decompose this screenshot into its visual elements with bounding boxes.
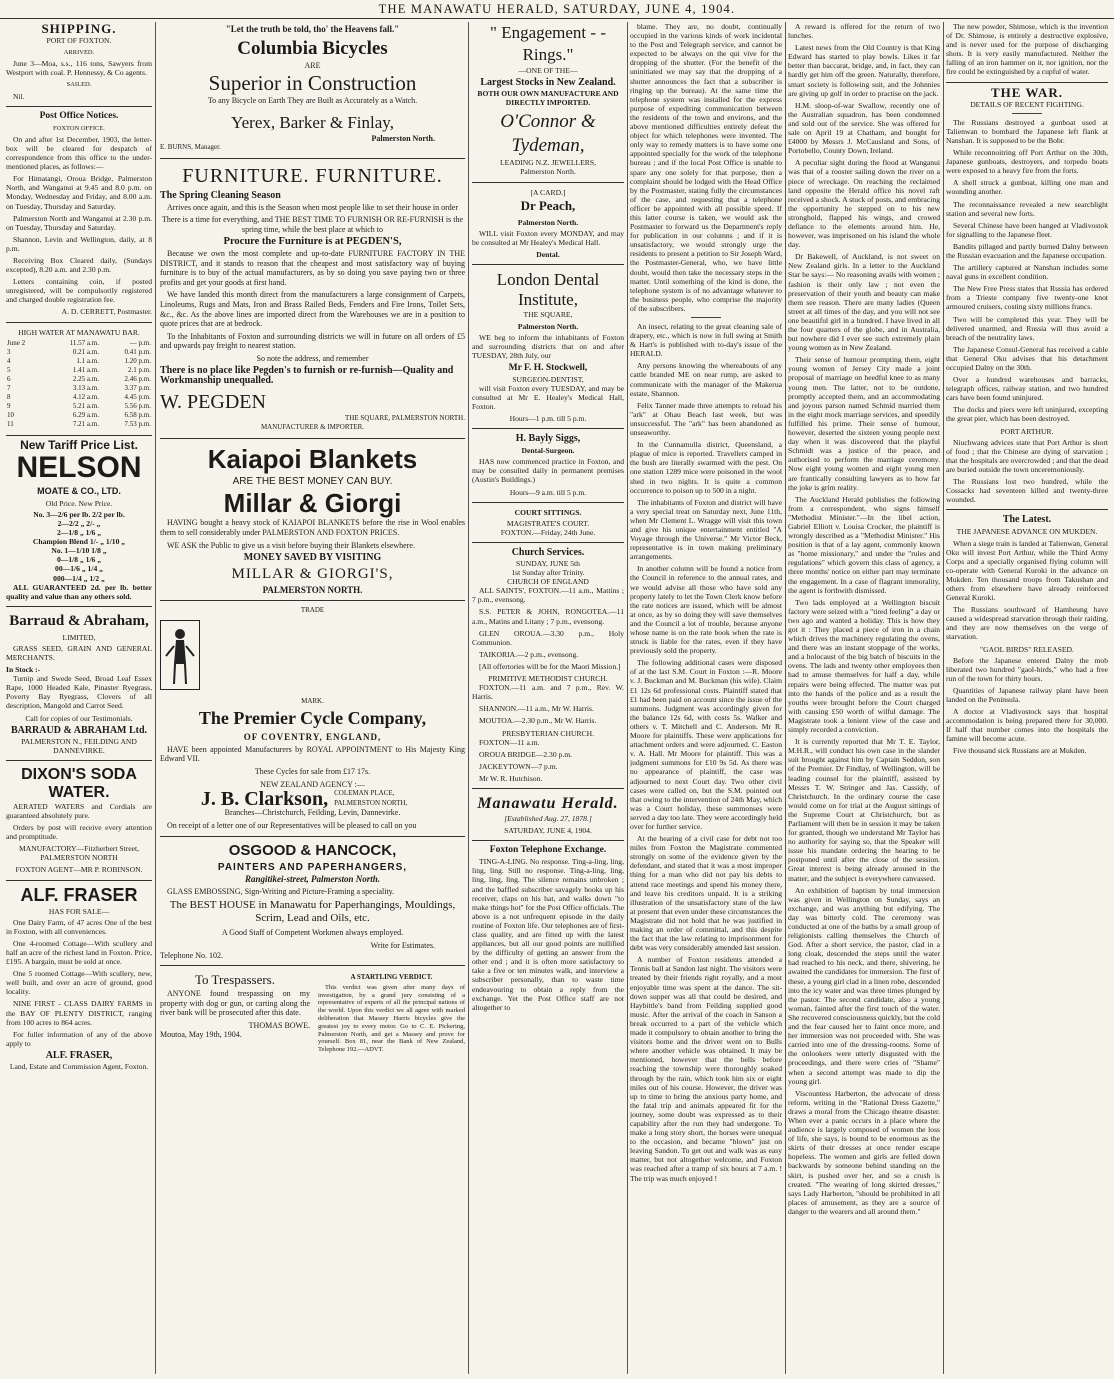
stockwell-title: Mr F. H. Stockwell, (508, 362, 588, 373)
palmerston-north: PALMERSTON NORTH. (262, 584, 363, 595)
column-rule (943, 22, 944, 1374)
spring-text: There is a time for everything, and THE BEST TIME TO FURNISH OR RE-FURNISH is the spring time, while the best place at which to (161, 215, 464, 234)
trespass-ad (160, 971, 310, 1057)
magistrate: MAGISTRATE'S COURT. (506, 518, 590, 528)
london-square: THE SQUARE, (523, 310, 573, 320)
premier-title: The Premier Cycle Company, (198, 708, 427, 729)
war-paragraph: The docks and piers were left uninjured, excepting the great pier, which has been destroyed. (946, 405, 1108, 424)
nelson-logo: NELSON (16, 450, 142, 484)
one-of: —ONE OF THE— (518, 66, 578, 75)
fraser-item: NINE FIRST - CLASS DAIRY FARMS in the BAY OF PLENTY DISTRICT, ranging from 100 acres to 864 acres. (6, 999, 152, 1027)
nelson-sub: MOATE & CO., LTD. (37, 485, 121, 496)
london-text: WE beg to inform the inhabitants of Foxton and surrounding districts that on and after TUESDAY, 28th July, our (472, 333, 624, 361)
tide-row (6, 366, 152, 375)
war-paragraph: The Russians destroyed a gunboat used at Talienwan to bombard the Japanese left flank at Nanshan. It is supposed to be the Bobr. (946, 117, 1108, 145)
divider (6, 880, 152, 881)
mark-label: MARK. (301, 696, 324, 705)
tide-row (6, 339, 152, 348)
stock-items: Turnip and Swede Seed, Broad Leaf Essex Rape, 1000 Headed Kale, Pinaster Ryegrass, Poverty Bay Ryegrass, Clovers of all description, Mangold and Carrot Seed. (6, 674, 152, 711)
tide-cell: 6.29 a.m. (72, 411, 99, 420)
fraser-item: One 4-roomed Cottage—With scullery and half an acre of the richest land in Foxton. Price, £195. A bargain, must be sold at once. (6, 938, 152, 967)
war-paragraph: The Russians southward of Hamheung have caused a widespread starvation through their raiding, and they are now themselves on the verge of starvation. (946, 605, 1108, 642)
oconnor-location: Palmerston North. (520, 167, 576, 177)
tide-cell: — p.m. (129, 338, 151, 347)
columbia-title: Columbia Bicycles (237, 37, 388, 59)
church-service: [All offertories will be for the Maori Mission.] (479, 661, 621, 671)
premier-text: These Cycles for sale from £17 17s. (254, 766, 371, 776)
clarkson-row (160, 789, 465, 808)
article-paragraph: In the Cunnamulla district, Queensland, a plague of mice is reported. Travellers camped in the bush are literally swarmed with the pest. On one station 1289 mice were poisoned in the wool shed in two nights. It is quite a common occurrence to poison up to 500 in a night. (630, 440, 782, 495)
tide-cell: 6 (7, 375, 11, 383)
premier-sub: OF COVENTRY, ENGLAND, (243, 732, 382, 743)
exchange-title: Foxton Telephone Exchange. (489, 845, 607, 856)
fraser-title: ALF. FRASER (20, 884, 138, 905)
war-paragraph: Quantities of Japanese railway plant have been landed on the Peninsula. (946, 685, 1108, 704)
shipping-title: SHIPPING. (41, 22, 117, 36)
procure-text: We have landed this month direct from the manufacturers a large consignment of Carpets, Linoleums, Rugs and Mats, Iron and Brass Railed Beds, Fenders and Fire Irons, Toilet Sets, &c., &c. As the above lines are imported direct from the Warehouses we are in a position to quote prices that are at bedrock. (160, 290, 465, 329)
tide-row (6, 411, 152, 420)
divider (472, 182, 624, 183)
column-6 (946, 22, 1108, 1374)
price-row: Champion Blend 1/- „ 1/10 „ (32, 537, 126, 547)
post-paragraph: On and after 1st December, 1903, the letter-box will be cleared for despatch of correspondence from this office to the under-mentioned places, as follows:— (6, 134, 152, 172)
gaol-birds-heading: "GAOL BIRDS" RELEASED. (980, 644, 1074, 654)
price-row: No. 3—2/6 per lb. 2/2 per lb. (33, 509, 125, 519)
barraud-grass: GRASS SEED, GRAIN AND GENERAL MERCHANTS. (6, 643, 152, 662)
established: [Established Aug. 27, 1878.] (504, 813, 592, 823)
peach-title: Dr Peach, (520, 197, 576, 213)
spring-title: The Spring Cleaning Season (160, 189, 281, 201)
hours-stockwell: Hours—1 p.m. till 5 p.m. (509, 413, 587, 423)
siggs-title: H. Bayly Siggs, (515, 433, 581, 445)
barraud-ltd: BARRAUD & ABRAHAM Ltd. (10, 724, 148, 736)
arrived-label: ARRIVED. (63, 49, 95, 57)
article-paragraph: An exhibition of baptism by total immersion was given in Wellington on Sunday, says an exchange, and was anything but edifying. The day was bitterly cold. The ceremony was conducted at one of the baths by a small group of religionists calling themselves the Church of God. After a short service, the pastor, clad in a long cloak, descended the steps until the water had reached to his neck, and there, shivering, he awaited the candidates for immersion. The first of these, a young girl clad in a linen robe, descended into the icy water and was three times plunged by the pastor. The second candidate, also a young woman, fainted after the first touch of the water. She recovered consciousness quickly, but the cold and the fear caused her to faint once more, and her immersion was not proceeded with. She was carried into one of the dressing-rooms. Some of the onlookers were utterly disgusted with the proceedings, and there were cries of "Shame" when a second attempt was made to dip the young girl. (788, 885, 940, 1086)
any-bicycle: To any Bicycle on Earth They are Built as Accurately as a Watch. (207, 96, 418, 106)
church-service: S.S. PETER & JOHN, RONGOTEA.—11 a.m., Matins and Litany ; 7 p.m., evensong. (472, 607, 624, 626)
fraser-signature: ALF. FRASER, (45, 1049, 113, 1061)
church-service: OROUA BRIDGE—2.30 p.m. (479, 749, 573, 759)
court-title: COURT SITTINGS. (514, 507, 582, 517)
tide-cell: 2.46 p.m. (124, 375, 151, 383)
tide-cell: 3 (7, 347, 11, 356)
war-paragraph: Several Chinese have been hanged at Vladivostok for signalling to the Japanese fleet. (946, 220, 1108, 239)
war-paragraph: When a siege train is landed at Talienwan, General Oku will invest Port Arthur, while the Third Army Corps and a specially organised flying column will co-operate with General Kuroki in the advance on Mukden. Ten thousand troops from Takushan and others from elsewhere have already reinforced General Kuroki. (946, 538, 1108, 603)
latest-heading: The Latest. (1002, 514, 1052, 526)
advance-heading: THE JAPANESE ADVANCE ON MUKDEN. (956, 527, 1098, 537)
war-title: THE WAR. (990, 84, 1064, 100)
trespass-text: ANYONE found trespassing on my property with dog or gun, or carting along the river bank will be prosecuted after this date. (160, 989, 310, 1018)
premier-text: HAVE been appointed Manufacturers by ROYAL APPOINTMENT to His Majesty King Edward VII. (160, 744, 465, 764)
fraser-land: Land, Estate and Commission Agent, Foxton. (9, 1061, 149, 1071)
millar-giorgi: MILLAR & GIORGI'S, (231, 565, 394, 582)
kaiapoi-sub: ARE THE BEST MONEY CAN BUY. (232, 475, 393, 487)
divider (472, 542, 624, 543)
divider (6, 435, 152, 436)
tide-cell: 1.20 p.m. (124, 356, 151, 365)
verdict-title: A STARTLING VERDICT. (350, 973, 433, 982)
port-heading: PORT OF FOXTON. (46, 36, 112, 46)
tide-row (6, 375, 152, 384)
branches: Branches—Christchurch, Feilding, Levin, Dannevirke. (224, 808, 401, 818)
no-place-title: There is no place like Pegden's to furnish or re-furnish—Quality and Workmanship unequalled. (160, 365, 454, 387)
tide-cell: 11.57 a.m. (69, 338, 99, 347)
jewellers: LEADING N.Z. JEWELLERS, (500, 158, 596, 168)
church-title: Church Services. (511, 546, 585, 558)
article-paragraph: Latest news from the Old Country is that King Edward has started to play bowls. Likes it far better than baccarat, bridge, and, in fact, they can hardly get him off the green. Naturally, therefore, smart society is following suit, and the Johnnies are giving up golf in order to practise on the jack. (788, 43, 940, 98)
war-paragraph: While reconnoitring off Port Arthur on the 30th, Japanese gunboats, destroyers, and torpedo boats were exposed to a heavy fire from the forts. (946, 148, 1108, 176)
church-service: GLEN OROUA.—3.30 p.m., Holy Communion. (472, 628, 624, 647)
dixon-title: DIXON'S SODA WATER. (21, 765, 137, 801)
divider (160, 836, 465, 837)
war-paragraph: The Russians lost two hundred, while the Cossacks had seventeen killed and twenty-three wounded. (946, 477, 1108, 505)
church-sunday: SUNDAY, JUNE 5th (516, 559, 580, 568)
exchange-text: TING-A-LING. No response. Ting-a-ling, ling, ling, ling. Still no response. Ting-a-ling, ling, ling, ling, ling. The silence remains unbroken ; and the baffled subscriber savagely hooks up his receiver, claps on his hat, and walks down "to make things hot" for the Post Office officials. The above is a not unfrequent episode in the daily routine of Foxton life. Our telephones are of first-class quality, and are fitted up with the latest appliances, but all our good points are nullified by the difficulty of getting an answer from the other end ; and it is often more satisfactory to take a five or ten minutes walk, and interview a subscriber personally, than to waste time endeavouring to obtain a reply from the exchange. Yet the Post Office staff are not altogether to (472, 857, 624, 1012)
tide-title: HIGH WATER AT MANAWATU BAR. (18, 327, 140, 337)
fraser-item: One Dairy Farm, of 47 acres One of the best in Foxton, with all conveniences. (6, 917, 152, 936)
article-paragraph: Felix Tanner made three attempts to reload his "ark" at Ohau Beach last week, but was unsuccessful. The "ark" has been abandoned as unseaworthy. (630, 400, 782, 438)
fraser-item: For fuller information of any of the above apply to (6, 1029, 152, 1048)
tide-row (6, 420, 152, 429)
peach-location: Palmerston North. (517, 217, 579, 227)
london-dental-title: London Dental Institute, (496, 270, 600, 310)
money-saved: MONEY SAVED BY VISITING (243, 552, 382, 564)
tide-cell: 5 (7, 365, 11, 374)
column-rule (155, 22, 156, 1374)
burns-manager: E. BURNS, Manager. (160, 143, 221, 152)
tide-cell: 1.41 a.m. (72, 365, 99, 374)
barraud-limited: LIMITED, (62, 632, 96, 642)
verdict-text: This verdict was given after many days of investigation, by a grand jury consisting of a representative of experts of all the principal nations of the world. Upon this verdict we all agree with marked deliberation that Massey Harris bicycles give the greatest joy to every motor. Go to C. E. Pickering, Palmerston North, and get a Massey and prove for yourself. Box 81, near the Bank of New Zealand, Telephone 192.—ADVT. (318, 983, 465, 1054)
sailed-text: Nil. (13, 91, 25, 101)
article-paragraph: An insect, relating to the great cleaning sale of drapery, etc., which is now in full swing at Smith & Hart's is published with to-day's issue of the HERALD. (630, 322, 782, 359)
millar-text: WE ASK the Public to give us a visit before buying their Blankets elsewhere. (167, 540, 415, 550)
osgood-title: OSGOOD & HANCOCK, (228, 841, 397, 859)
tide-cell: 0.21 a.m. (72, 347, 99, 356)
price-header: Old Price. New Price. (45, 498, 113, 508)
price-row: No. 1—1/10 1/8 „ (51, 546, 107, 556)
masthead: THE MANAWATU HERALD, SATURDAY, JUNE 4, 1904. (0, 0, 1114, 19)
war-paragraph: Before the Japanese entered Dalny the mob liberated two hundred "gaol-birds," who had a free run of the town for thirty hours. (946, 655, 1108, 683)
pegden-address: THE SQUARE, PALMERSTON NORTH. (345, 413, 465, 422)
telephone: Telephone No. 102. (160, 950, 223, 960)
post-paragraph: For Himatangi, Oroua Bridge, Palmerston North, and Wanganui at 9.45 and 8.0 p.m. on Monday, Wednesday and Friday, and 8.00 a.m. on Tuesday, Thursday and Saturday. (6, 174, 152, 211)
tide-row (6, 393, 152, 402)
oconnor-title: O'Connor & Tydeman, (500, 111, 596, 157)
tide-cell: 7.21 a.m. (72, 420, 99, 429)
pegden-title: W. PEGDEN (160, 390, 266, 413)
surgeon-dentist: SURGEON-DENTIST, (512, 374, 584, 384)
article-paragraph: A number of Foxton residents attended a Tennis ball at Sandon last night. The visitors were treated by their friends right royally, and a most enjoyable time was spent at the dance. The sit-down supper was all that could be desired, and Haybittle's band from Feilding supplied good music. After the arrival of the coach in Sanson a break occurred to a part of the vehicle which made it compulsory to obtain another to bring the visitors home and the driver went on to Bulls where another vehicle was obtained. It may be mentioned, however that the bells before reaching the township were thoroughly soaked through by the rain, which took him six or eight miles out of his course. However, the driver was up to time to bring the anxious party home, and the fatal trip and animals appeared fit for the journey, some doubt was expressed as to their capability after the run they had undergone. To make a long story short, the horses were unequal to the occasion, and became "blown" just on leaving Sandon. To get out and walk was as easy matter, but not altogether welcome, and Foxton was reached after a tramp of six hours at 7 a.m. ! The trip was much enjoyed ! (630, 955, 782, 1183)
post-office-sub: FOXTON OFFICE. (53, 124, 105, 132)
war-paragraph: The artillery captured at Nanshan includes some naval guns in excellent condition. (946, 263, 1108, 282)
church-service: FOXTON.—11 a.m. and 7 p.m., Rev. W. Harris. (472, 683, 624, 702)
tide-cell: 4.12 a.m. (72, 393, 99, 402)
article-paragraph: blame. They are, no doubt, continually occupied in the various kinds of work incidental to the Post and Telegraph service, and cannot be expected to be always on the qui vive for the dropping of the shutter. (For the benefit of the uninitiated we may say that the dropping of a shutter announces the fact that a subscriber is ringing up the bureau). At the same time the telephone system was installed for the express purpose of expediting communication between the residents of the town and environs, and the above mentioned difficulties entirely defeat the object for which telephones were invented. The only way to remedy matters is to have some one appointed specially for the work of the telephone bureau ; and if the local Post Office is unable to spare any one solely for that purpose, then a complaint should be lodged with the Head Office by the Postmaster, stating fully the circumstances of the case, and requesting that a telephone officer be appointed with all possible speed. If this latter course is taken, we would ask the Postmaster to forward us the Department's reply for publication in our columns ; and if it is unsatisfactory, we would strongly urge the residents to present a petition to Sir Joseph Ward, the Postmaster-General, who, we have little doubt, would then take the necessary steps in the matter. Until something of the kind is done, the telephone system is of no advantage whatever to the business people, who comprise the majority of the subscribers. (630, 22, 782, 313)
trademark-icon (160, 620, 200, 690)
article-paragraph: At the hearing of a civil case for debt not too miles from Foxton the Magistrate commented strongly on some of the evidence given by the defendant, and stated that it was a most improper thing for a man who did not pay his debts to attend race meetings and spend his money there, and leave his creditors unpaid. It is a striking illustration of the unsatisfactory state of the law at present that even under these circumstances the Magistrate did not hold that he was justified in making an order of committal, and this despite the fact that the law relating to imprisonment for debt was very considerably amended last session. (630, 834, 782, 953)
engagement-title: " Engagement - - Rings." (490, 23, 606, 64)
article-paragraph: Viscountess Harberton, the advocate of dress reform, writing in the "Rational Dress Gazette," draws a moral from the Chicago theatre disaster. When ever a panic occurs in a place where the audience is largely composed of women the loss of life, she says, is bound to be enormous as the skirts of their dresses at once render escape hopeless. The women and girls are felled down backwards by someone behind standing on the skirt, is pushed over her, and so a crush is created. "The wearing of long skirted dresses," says Lady Harberton, "should be prohibited in all places of amusement, as they are a source of danger to the wearers and all around them." (788, 1088, 940, 1216)
war-paragraph: The reconnaissance revealed a new searchlight station and several new forts. (946, 199, 1108, 218)
article-paragraph: The new powder, Shimose, which is the invention of Dr. Shimose, is entirely a destructive explosive, and is never used for the purpose of discharging shots. It is very easily manufactured. Neither the falling of an iron hammer on it, nor ignition, nor the fire could be extinguished by a cupful of water. (946, 22, 1108, 77)
price-row: 00—1/6 „ 1/4 „ (55, 564, 103, 574)
hours-siggs: Hours—9 a.m. till 5 p.m. (509, 487, 587, 497)
church-service: FOXTON—11 a.m. (479, 737, 540, 747)
church-of-england: CHURCH OF ENGLAND (507, 577, 589, 587)
dixon-agent: FOXTON AGENT—MR P. ROBINSON. (15, 865, 143, 875)
note-address: So note the address, and remember (256, 353, 369, 363)
war-paragraph: Five thousand sick Russians are at Mukden. (953, 746, 1087, 756)
church-service: Mr W. R. Hutchison. (479, 773, 543, 783)
tide-cell: 2.25 a.m. (72, 375, 99, 383)
testimonials: Call for copies of our Testimonials. (25, 713, 133, 723)
war-subtitle: DETAILS OF RECENT FIGHTING. (970, 99, 1084, 109)
columbia-are: ARE (304, 60, 321, 70)
peach-text: WILL visit Foxton every MONDAY, and may be consulted at Mr Healey's Medical Hall. (472, 228, 624, 247)
divider (6, 106, 152, 107)
rangitikei: Rangitikei-street, Palmerston North. (244, 874, 380, 885)
good-staff: A Good Staff of Competent Workmen always employed. (221, 928, 404, 938)
tide-row (6, 384, 152, 393)
column-5 (788, 22, 940, 1374)
siggs-sub: Dental-Surgeon. (521, 446, 575, 456)
dixon-text: Orders by post will receive every attention and promptitude. (6, 823, 152, 842)
nz-agency: NEW ZEALAND AGENCY :— (260, 779, 365, 789)
tide-row (6, 348, 152, 357)
motto: "Let the truth be told, tho' the Heavens fall." (225, 24, 400, 34)
divider (472, 788, 624, 789)
port-arthur-heading: PORT ARTHUR. (1000, 426, 1054, 436)
tide-cell: 3.13 a.m. (72, 384, 99, 393)
war-paragraph: Bandits pillaged and partly burned Dalny between the Russian evacuation and the Japanese occupation. (946, 241, 1108, 260)
article-paragraph: A reward is offered for the return of two lunches. (788, 22, 940, 41)
tide-cell: 7 (7, 384, 11, 393)
column-rule (627, 22, 628, 1374)
tide-row (6, 402, 152, 411)
tide-cell: 4 (7, 356, 11, 365)
divider (1012, 113, 1042, 114)
bowe-date: Moutoa, May 19th, 1904. (160, 1030, 242, 1040)
divider (6, 606, 152, 607)
article-paragraph: It is currently reported that Mr T. E. Taylor, M.H.R., will conduct his own case in the slander suit brought against him by Captain Seddon, son of the Premier. Dr Findlay, of Wellington, will be leading counsel for the plaintiff, assisted by Messrs T. W. Stringer and Jas. Cassidy, of Christchurch. In the ordinary course the case would come on for trial at the August sittings of the Supreme Court at Christchurch, but as Parliament will then be in session it may be taken for granted, though we understand Mr Taylor has no authority for saying so, that the Speaker will issue his mandate ordering the hearing to be postponed until after the close of the session. Great interest is being already aroused in the matter, and the subject is everywhere canvassed. (788, 737, 940, 883)
verdict-ad (318, 971, 465, 1057)
furniture-title: FURNITURE. FURNITURE. (182, 164, 443, 187)
best-house: The BEST HOUSE in Manawatu for Paperhangings, Mouldings, Scrim, Lead and Oils, etc. (169, 899, 456, 925)
column-rule (468, 22, 469, 1374)
divider (6, 760, 152, 761)
millar-title: Millar & Giorgi (223, 488, 402, 519)
tide-cell: 7.53 p.m. (124, 420, 151, 429)
war-paragraph: The New Free Press states that Russia has ordered from a Trieste company five twenty-one knot armoured cruisers, costing sixty millions francs. (946, 284, 1108, 312)
post-paragraph: Letters containing coin, if posted unregistered, will be compulsorily registered and charged double registration fee. (6, 277, 152, 305)
article-paragraph: Dr Bakewell, of Auckland, is not sweet on New Zealand girls. In a letter to the Auckland Star he says:— No reasoning avails with women ; fashion is their only law ; not even the preservation of their youth and beauty can make them see reason. There are many ladies (Queen street at all times of the day, and you will not see one beautiful girl in a hundred. I have lived in all the four quarters of the globe, and in Australia, but nowhere did I ever see such extremely plain young women as in New Zealand. (788, 252, 940, 353)
bottom-ads-row (160, 971, 465, 1057)
article-paragraph: The Auckland Herald publishes the following from a correspondent, who signs himself "Methodist Minister."—In the libel action, Gabriel Elliott v. Louisa Crocker, the plaintiff is wrongly described as a "Methodist Minister." His position is that of a lay agent, commonly known as "home missionary," and under the "rules and regulations" which govern this class of agency, a three months' notice on either part may terminate the engagement. In a case of flagrant immorality, the agent is forthwith dismissed. (788, 494, 940, 595)
article-paragraph: The following additional cases were disposed of at the last S.M. Court in Foxton :—R. Moore v. J. Buckman and M. Buckman (his wife). Claim £1 12s 6d professional costs. Plaintiff stated that £1 had been paid on account since the issue of the summons. Judgment was accordingly given for the balance 12s 6d, with costs 5s. Walker and others v. T. Mitchell and C. Anderson. Mr R. Moore for plaintiffs. These were applications for attachment orders and were adjourned. C. Easton v. A. Hall. Mr Moore for plaintiff. This was a judgment summons for £10 9s 5d. As there was no appearance of plaintiff, the case was adjourned to next Court day. Two other civil cases were called on, but the S.M. pointed out that owing to the intervention of 24th May, which was a Court holiday, these summonses were served a day too late. They were accordingly held over for further service. (630, 658, 782, 831)
divider (6, 322, 152, 323)
tide-row (6, 357, 152, 366)
post-paragraph: Shannon, Levin and Wellington, daily, at 8 p.m. (6, 234, 152, 253)
tide-cell: 9 (7, 402, 11, 411)
article-paragraph: Their sense of humour prompting them, eight young women of Jersey City made a joint proposal of marriage on heedful knee to as many young men. The latter, not to be outdone, promptly accepted them, and an accommodating and joyous parson named Schmid married them in the eight mock marriage services, and speedily fulfilled his prime. Their sense of humour, however, deserted the sixteen young people next day when it was discovered that the playful Schmidt was a justice of the peace, and authorised to perform the marriage ceremony. Now eight young women and eight young men are frantically consulting lawyers as to how far the joke is grim reality. (788, 355, 940, 492)
herald-title: Manawatu Herald. (477, 794, 619, 812)
war-paragraph: A doctor at Vladivostock says that hospital accommodation is being prepared there for 30,000. If half that number comes into the hospitals the famine will become acute. (946, 707, 1108, 744)
presbyterian-title: PRESBYTERIAN CHURCH. (502, 728, 594, 738)
guarantee: ALL GUARANTEED 2d. per lb. better quality and value than any others sold. (6, 582, 152, 601)
barraud-locations: PALMERSTON N., FEILDING AND DANNEVIRKE. (21, 736, 137, 755)
trade-label: TRADE (300, 606, 325, 615)
millar-text: HAVING bought a heavy stock of KAIAPOI BLANKETS before the rise in Wool enables them to sell considerably under PALMERSTON AND FOXTON PRICES. (160, 518, 465, 538)
church-service: MOUTOA.—2.30 p.m., Mr W. Harris. (479, 716, 597, 726)
dixon-factory: MANUFACTORY—Fitzherbert Street, PALMERSTON NORTH (19, 844, 139, 863)
war-paragraph: Over a hundred warehouses and barracks, telegraph offices, railway station, and two hundred cars have been found uninjured. (946, 375, 1108, 403)
trespassers-title: To Trespassers. (195, 972, 275, 988)
war-paragraph: A shell struck a gunboat, killing one man and wounding another. (946, 178, 1108, 197)
article-paragraph: Any persons knowing the whereabouts of any cattle branded ME on near rump, are asked to communicate with the manager of the Makerua estate, Shannon. (630, 361, 782, 398)
sailed-label: SAILED. (66, 81, 92, 89)
dental-label: Dental. (536, 249, 560, 259)
divider (160, 965, 465, 966)
price-row: 0—1/8 „ 1/6 „ (56, 555, 102, 565)
postmaster: A. D. CERRETT, Postmaster. (61, 307, 152, 317)
war-paragraph: Two will be completed this year. They will be delivered unarmed, and Russia will thus avoid a breach of the neutrality laws. (946, 314, 1108, 342)
church-service: JACKEYTOWN—7 p.m. (479, 761, 558, 771)
kaiapoi-title: Kaiapoi Blankets (207, 443, 418, 474)
column-1 (6, 22, 152, 1374)
church-service: SHANNON.—11 a.m., Mr W. Harris. (479, 704, 594, 714)
price-list (6, 510, 152, 583)
superior-title: Superior in Construction (208, 71, 417, 96)
in-stock: In Stock :- (6, 665, 41, 675)
procure-title: Procure the Furniture is at PEGDEN'S, (223, 236, 402, 248)
column-rule (785, 22, 786, 1374)
spring-text: Arrives once again, and this is the Season when most people like to set their house in order (166, 202, 459, 212)
clarkson-title: J. B. Clarkson, (200, 787, 329, 810)
article-paragraph: In another column will be found a notice from the Council in reference to the annual rates, and we would advise all those who have sold any property lately to let the Town Clerk know before the rate notices are issued, which will be almost at once, as by so doing they will save themselves and the Council a lot of trouble, because anyone whose name is on the rate book when the rate is struck is liable for the rates, even if they have previously sold the property. (630, 564, 782, 656)
yerex-title: Yerex, Barker & Finlay, (231, 112, 394, 132)
divider (472, 840, 624, 841)
tide-cell: 4.45 p.m. (124, 393, 151, 402)
war-paragraph: Niuchwang advices state that Port Arthur is short of food ; that the Chinese are dying of starvation ; that the hospitals are overcrowded ; and that the dead are buried outside the town unceremoniously. (946, 437, 1108, 474)
london-location: Palmerston North. (517, 322, 579, 332)
estimates: Write for Estimates. (370, 940, 435, 950)
article-paragraph: The inhabitants of Foxton and district will have a very special treat on Saturday next, June 11th, when Mr Clement L. Wragge will visit this town and give his unique entertainment entitled "A Voyage through the Universe." Mr Victor Beck, representative is in town making preliminary arrangements. (630, 497, 782, 562)
divider (472, 502, 624, 503)
court-date: FOXTON.—Friday, 24th June. (500, 527, 596, 537)
column-2 (160, 22, 465, 1374)
largest-stocks: Largest Stocks in New Zealand. (480, 77, 616, 89)
fraser-item: One 5 roomed Cottage—With scullery, new, well built, and over an acre of ground, good locality. (6, 969, 152, 997)
tide-cell: 1.1 a.m. (76, 356, 99, 365)
church-trinity: 1st Sunday after Trinity. (511, 568, 585, 578)
tide-cell: 10 (7, 411, 14, 420)
receipt-text: On receipt of a letter one of our Representatives will be pleased to call on you (167, 820, 417, 830)
bowe-name: THOMAS BOWE. (248, 1020, 310, 1030)
barraud-title: Barraud & Abraham, (9, 612, 149, 629)
divider (472, 428, 624, 429)
divider (472, 264, 624, 265)
clarkson-address: COLEMAN PLACE, PALMERSTON NORTH, (334, 789, 408, 807)
divider (691, 317, 721, 318)
stockwell-text: will visit Foxton every TUESDAY, and may be consulted at Mr E. Healey's Medical Hall, Foxton. (472, 383, 624, 411)
tide-cell: 6.58 p.m. (124, 411, 151, 420)
tide-cell: 2.1 p.m. (128, 365, 151, 374)
post-office-title: Post Office Notices. (39, 110, 119, 121)
tide-cell: 5.56 p.m. (124, 402, 151, 411)
tide-cell: 8 (7, 393, 11, 402)
tide-cell: 0.41 p.m. (124, 347, 151, 356)
divider (946, 509, 1108, 510)
column-3 (472, 22, 624, 1374)
article-paragraph: A peculiar sight during the flood at Wanganui was that of a rooster sailing down the river on a piece of wreckage. On reaching the reclaimed land opposite the Herald office his novel raft received a shock. A stuck of posts, and embracing the opportunity he stepped on to his new stronghold, flapped his wings, and crowed defiance to the elements around him. He, however, was imprisoned on his island the whole day. (788, 158, 940, 250)
tide-cell: 5.21 a.m. (72, 402, 99, 411)
pegden-mfr: MANUFACTURER & IMPORTER. (260, 423, 365, 432)
post-paragraph: Receiving Box Cleared daily, (Sundays excepted), 8.20 a.m. and 2.30 p.m. (6, 255, 152, 275)
divider (160, 158, 465, 159)
article-paragraph: Two lads employed at a Wellington biscuit factory were seized with a "tired feeling" a day or two ago and wanted a holiday. This is how they got it : They placed a piece of iron in a chain which drives the machinery regulating the ovens, and there was an instant stoppage of the works, and a holocaust of the big batch of biscuits in the ovens. The lads and twenty other employees then had to amuse themselves for half a day, while repairs were being effected. The matter was put into the hands of the police and as a result the youths were brought before the Court charged with causing £50 worth of wilful damage. The Magistrate took a lenient view of the case and simply recorded a conviction. (788, 597, 940, 735)
both-text: BOTH OUR OWN MANUFACTURE AND DIRECTLY IMPORTED. (477, 89, 619, 108)
card-label: [A CARD.] (530, 187, 566, 197)
post-paragraph: Palmerston North and Wanganui at 2.30 p.m. on Tuesday, Thursday and Saturday. (6, 213, 152, 232)
article-paragraph: H.M. sloop-of-war Swallow, recently one of the Australian squadron, has been condemned and sold out of the service. She was offered for sale on April 19 at Chatham, and bought for £4000 by Messrs J. McCausland and Sons, of Portobello, County Down, Ireland. (788, 100, 940, 156)
arrived-text: June 3—Moa, s.s., 116 tons, Sawyers from Westport with coal. P. Hennessy, & Co agents. (6, 59, 152, 78)
divider (160, 600, 465, 601)
fraser-sub: HAS FOR SALE— (48, 906, 110, 916)
date-line: SATURDAY, JUNE 4, 1904. (504, 826, 592, 836)
tariff-heading: New Tariff Price List. (20, 437, 138, 452)
price-row: 2—1/8 „ 1/6 „ (56, 528, 102, 538)
church-service: ALL SAINTS', FOXTON.—11 a.m., Mattins ; 7 p.m., evensong. (472, 586, 624, 605)
methodist-title: PRIMITIVE METHODIST CHURCH. (488, 674, 608, 684)
tide-table (6, 339, 152, 430)
procure-text: Because we own the most complete and up-to-date FURNITURE FACTORY IN THE DISTRICT, and it stands to reason that the cheapest and most satisfactory way of buying furniture is to buy of the actual manufacturers, as by so doing you save paying two or three profits and get your goods at first hand. (160, 248, 465, 287)
tide-cell: June 2 (7, 338, 26, 347)
war-paragraph: The Japanese Consul-General has received a cable that General Oku advises that his detachment occupied Dalny on the 30th. (946, 344, 1108, 372)
inhabitants-text: To the Inhabitants of Foxton and surrounding districts we will in future on all orders of £5 and upwards pay freight to nearest station. (160, 331, 465, 351)
tide-cell: 3.37 p.m. (124, 384, 151, 393)
dixon-text: AERATED WATERS and Cordials are guaranteed absolutely pure. (6, 801, 152, 820)
column-4 (630, 22, 782, 1374)
price-row: 000—1/4 „ 1/2 „ (53, 573, 105, 583)
church-service: TAIKORIA.—2 p.m., evensong. (479, 649, 579, 659)
glass-text: GLASS EMBOSSING, Sign-Writing and Picture-Framing a speciality. (167, 886, 395, 896)
divider (160, 438, 465, 439)
siggs-text: HAS now commenced practice in Foxton, and may be consulted daily in permanent premises (Austin's Buildings.) (472, 457, 624, 485)
painters: PAINTERS AND PAPERHANGERS, (217, 861, 408, 873)
yerex-location: Palmerston North. (371, 133, 435, 143)
tide-cell: 11 (7, 420, 14, 429)
divider (946, 82, 1108, 83)
price-row: 2—2/2 „ 2/- „ (57, 518, 101, 528)
